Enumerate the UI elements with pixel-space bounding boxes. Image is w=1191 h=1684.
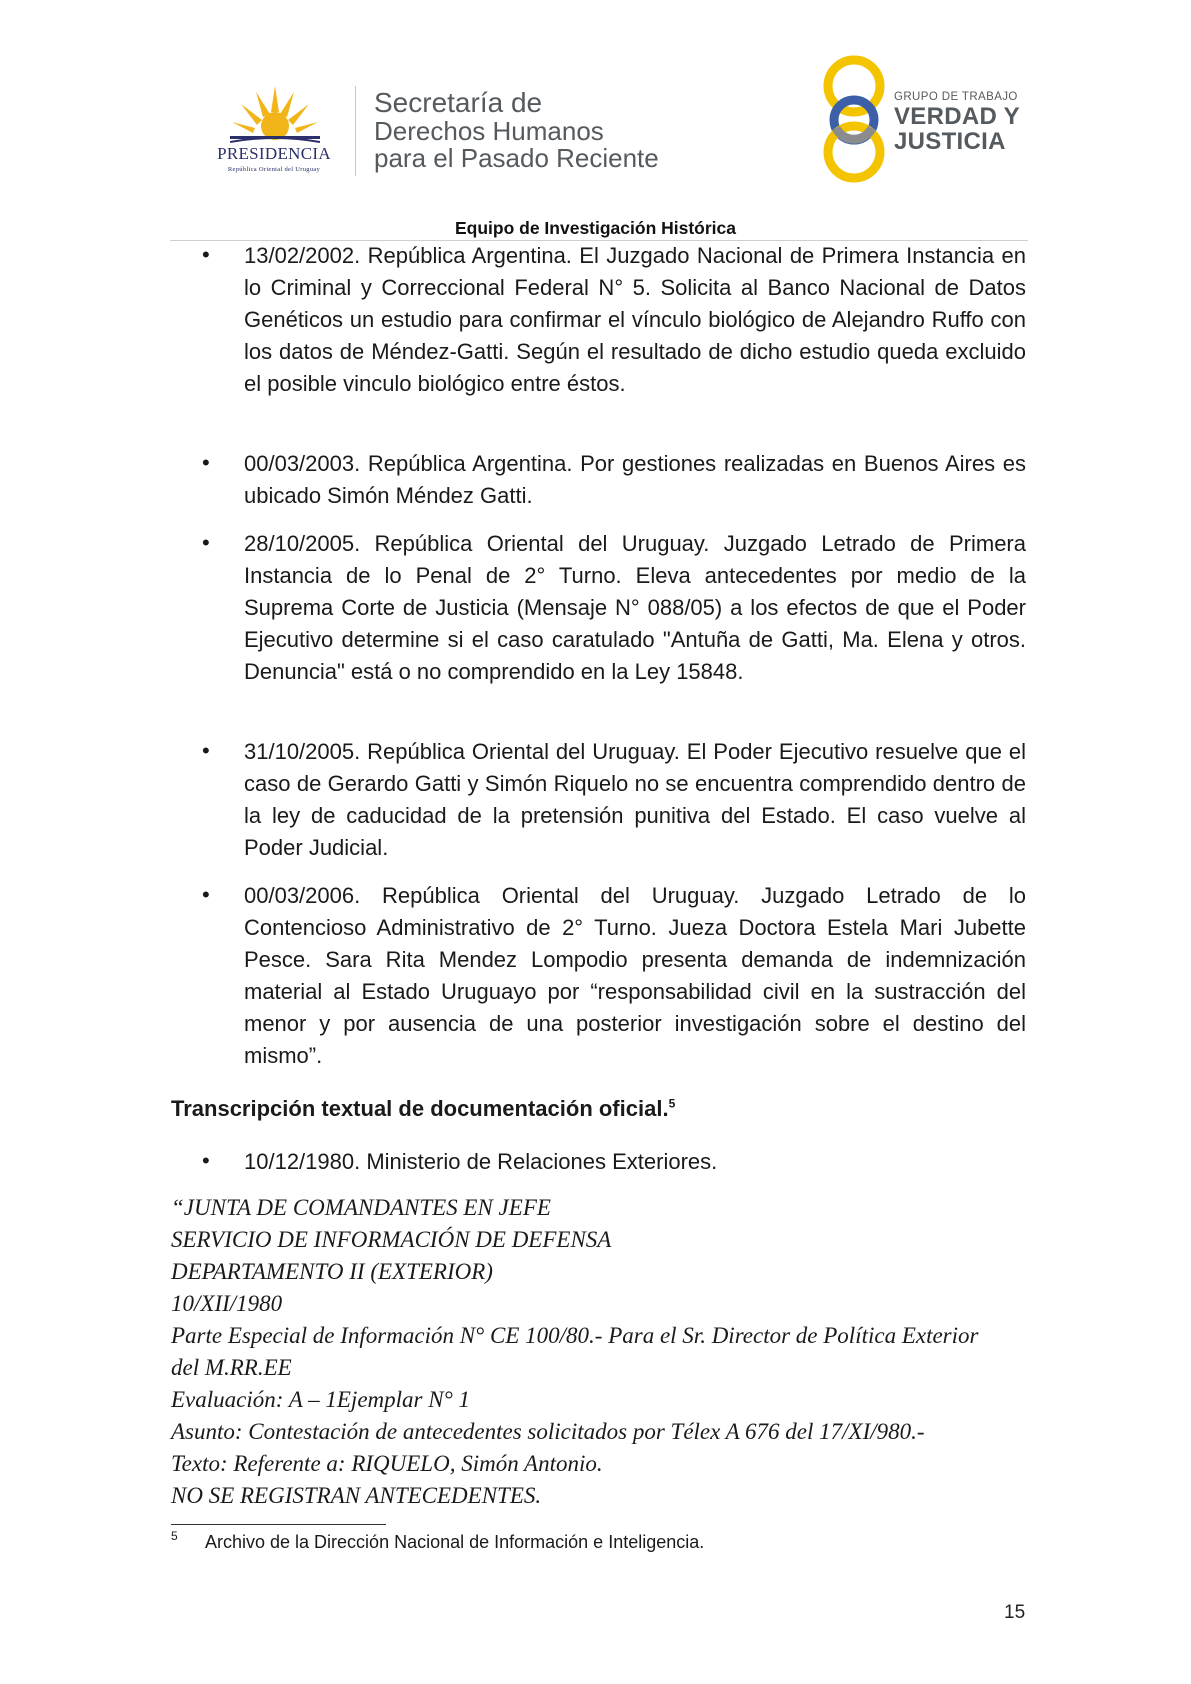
- bullet-2: •: [202, 450, 210, 475]
- header-divider: [355, 86, 356, 176]
- list-item-2: 00/03/2003. República Argentina. Por gestiones realizadas en Buenos Aires es ubicado Simón Méndez Gatti.: [244, 451, 1026, 508]
- presidencia-name: PRESIDENCIA: [217, 144, 331, 163]
- footnote-separator: [171, 1524, 386, 1525]
- secretaria-line-1: Secretaría de: [374, 87, 543, 118]
- quote-line: 10/XII/1980: [171, 1291, 283, 1316]
- header-title: Equipo de Investigación Histórica: [454, 218, 737, 238]
- list-item-1: 13/02/2002. República Argentina. El Juzgado Nacional de Primera Instancia en lo Criminal y Correccional Federal N° 5. Solicita al Banco Nacional de Datos Genéticos un estudio para confirmar el vínculo biológico de Alejandro Ruffo con los datos de Méndez-Gatti. Según el resultado de dicho estudio queda excluido el posible vinculo biológico entre éstos.: [244, 243, 1026, 396]
- bullet-1: •: [202, 242, 210, 267]
- verdad-justicia-text: [894, 90, 1020, 154]
- bullet-4: •: [202, 738, 210, 763]
- bullet-3: •: [202, 530, 210, 555]
- list-item-5: 00/03/2006. República Oriental del Uruguay. Juzgado Letrado de lo Contencioso Administrativo de 2° Turno. Jueza Doctora Estela Mari Jubette Pesce. Sara Rita Mendez Lompodio presenta demanda de indemnización material al Estado Uruguayo por “responsabilidad civil en la sustracción del menor y por ausencia de una posterior investigación sobre el destino del mismo”.: [244, 883, 1026, 1068]
- page-header: [0, 0, 1191, 250]
- footnote-text: Archivo de la Dirección Nacional de Información e Inteligencia.: [205, 1532, 705, 1552]
- linked-rings-icon: [818, 54, 890, 184]
- quote-line: “JUNTA DE COMANDANTES EN JEFE: [171, 1195, 551, 1220]
- section-list-item: 10/12/1980. Ministerio de Relaciones Exteriores.: [244, 1149, 718, 1174]
- quote-line: del M.RR.EE: [171, 1355, 292, 1380]
- quote-line: SERVICIO DE INFORMACIÓN DE DEFENSA: [171, 1227, 612, 1252]
- quote-line: Texto: Referente a: RIQUELO, Simón Antonio.: [171, 1451, 603, 1476]
- secretaria-logo-text: [374, 88, 659, 172]
- presidencia-subtitle: República Oriental del Uruguay: [227, 166, 321, 173]
- vj-line-2: JUSTICIA: [894, 128, 1006, 155]
- vj-small-line: GRUPO DE TRABAJO: [894, 91, 1018, 103]
- quote-line: Evaluación: A – 1Ejemplar N° 1: [171, 1387, 471, 1412]
- transcribed-document: [171, 1192, 1031, 1512]
- section-heading: [171, 1096, 675, 1122]
- quote-line: NO SE REGISTRAN ANTECEDENTES.: [171, 1483, 542, 1508]
- list-item-4: 31/10/2005. República Oriental del Uruguay. El Poder Ejecutivo resuelve que el caso de Gerardo Gatti y Simón Riquelo no se encuentra comprendido dentro de la ley de caducidad de la pretensión punitiva del Estado. El caso vuelve al Poder Judicial.: [244, 739, 1026, 860]
- secretaria-line-3: para el Pasado Reciente: [374, 143, 659, 173]
- page-number: 15: [1004, 1602, 1026, 1623]
- verdad-justicia-logo: [818, 54, 1028, 184]
- sun-icon: [230, 82, 320, 144]
- section-bullet: •: [202, 1148, 210, 1173]
- secretaria-line-2: Derechos Humanos: [374, 116, 604, 146]
- presidencia-logo: [196, 82, 352, 178]
- quote-line: Asunto: Contestación de antecedentes solicitados por Télex A 676 del 17/XI/980.-: [171, 1419, 925, 1444]
- list-item-3: 28/10/2005. República Oriental del Uruguay. Juzgado Letrado de Primera Instancia de lo Penal de 2° Turno. Eleva antecedentes por medio de la Suprema Corte de Justicia (Mensaje N° 088/05) a los efectos de que el Poder Ejecutivo determine si el caso caratulado "Antuña de Gatti, Ma. Elena y otros. Denuncia" está o no comprendido en la Ley 15848.: [244, 531, 1026, 684]
- footnote-number: 5: [171, 1529, 178, 1543]
- quote-line: DEPARTAMENTO II (EXTERIOR): [171, 1259, 493, 1284]
- footnote-reference[interactable]: 5: [668, 1096, 676, 1111]
- vj-line-1: VERDAD Y: [894, 103, 1020, 130]
- quote-line: Parte Especial de Información N° CE 100/80.- Para el Sr. Director de Política Exterior: [171, 1323, 979, 1348]
- section-heading-text: Transcripción textual de documentación oficial.: [171, 1096, 669, 1121]
- bullet-5: •: [202, 882, 210, 907]
